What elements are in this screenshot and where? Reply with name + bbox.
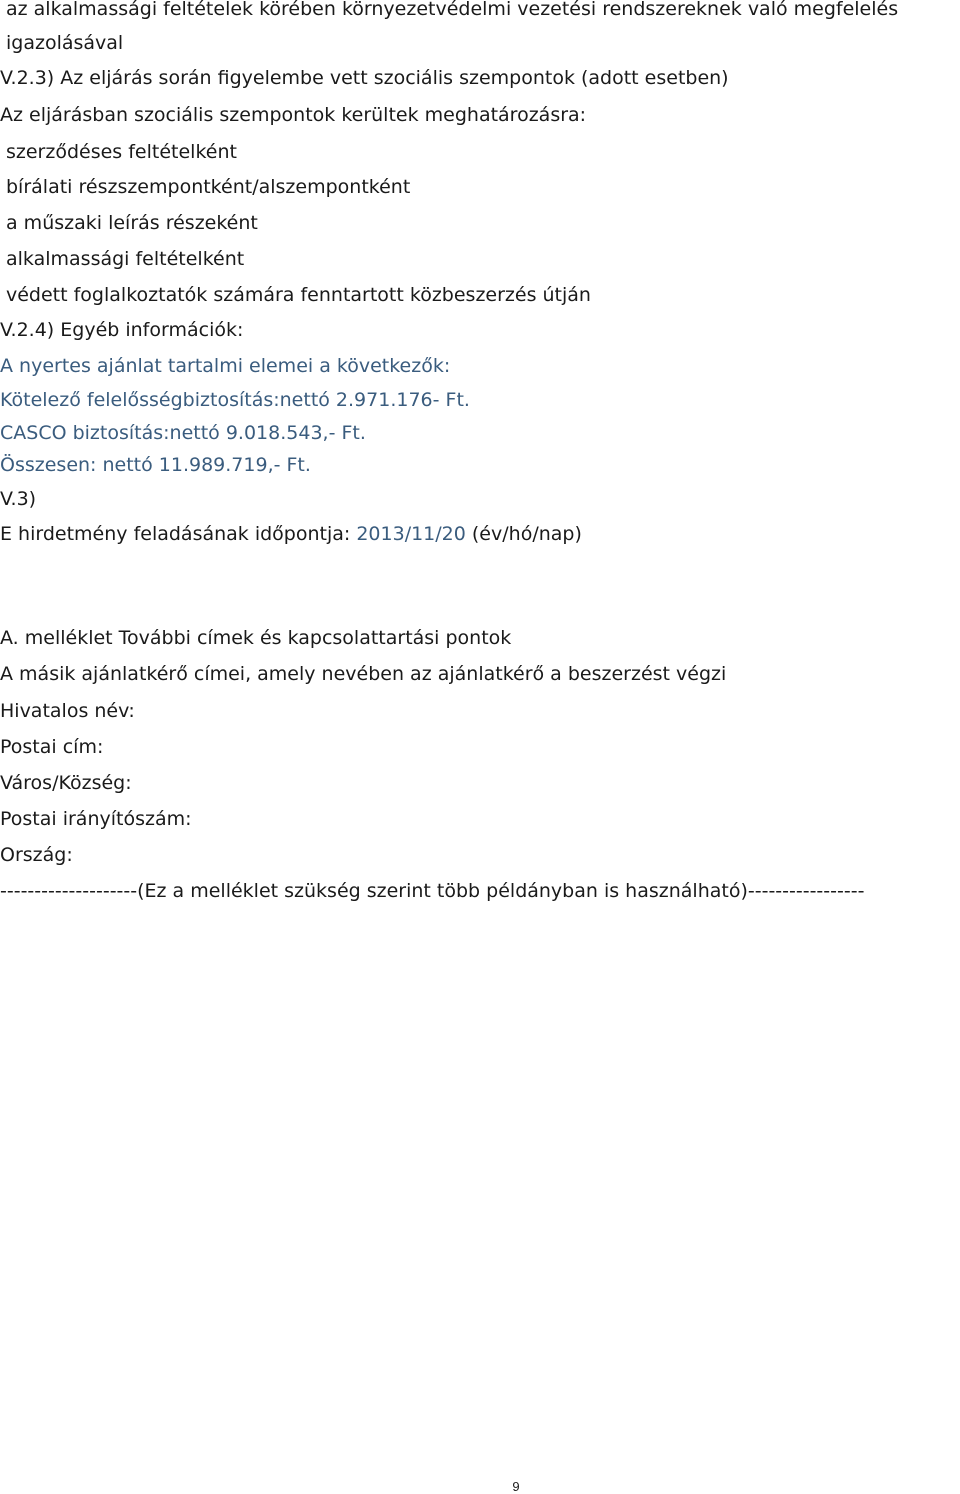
date-label: E hirdetmény feladásának időpontja: [0,523,357,545]
annex-separator: --------------------(Ez a melléklet szükség szerint több példányban is használható)----------------- [0,880,865,902]
section-heading: V.2.3) Az eljárás során figyelembe vett szociális szempontok (adott esetben) [0,67,729,89]
annex-title: A. melléklet További címek és kapcsolattartási pontok [0,627,512,649]
info-line: CASCO biztosítás:nettó 9.018.543,- Ft. [0,422,366,444]
annex-subtitle: A másik ajánlatkérő címei, amely nevében az ajánlatkérő a beszerzést végzi [0,663,727,685]
text-line: az alkalmassági feltételek körében környezetvédelmi vezetési rendszereknek való megfelelés [6,0,899,20]
info-line: A nyertes ajánlat tartalmi elemei a következők: [0,355,451,377]
text-line: Az eljárásban szociális szempontok kerültek meghatározásra: [0,104,587,126]
list-item: a műszaki leírás részeként [6,212,258,234]
list-item: védett foglalkoztatók számára fenntartott közbeszerzés útján [6,284,591,306]
text-line: igazolásával [6,32,124,54]
section-heading: V.3) [0,488,37,510]
date-format: (év/hó/nap) [465,523,582,545]
section-heading: V.2.4) Egyéb információk: [0,319,244,341]
annex-field: Postai irányítószám: [0,808,192,830]
publication-date-line [0,525,582,544]
list-item: alkalmassági feltételként [6,248,245,270]
list-item: bírálati részszempontként/alszempontként [6,176,411,198]
info-line: Kötelező felelősségbiztosítás:nettó 2.971.176- Ft. [0,389,470,411]
publication-date: 2013/11/20 [356,523,466,545]
list-item: szerződéses feltételként [6,141,237,163]
annex-field: Postai cím: [0,736,104,758]
info-line: Összesen: nettó 11.989.719,- Ft. [0,454,311,476]
annex-field: Hivatalos név: [0,700,135,722]
annex-field: Ország: [0,844,73,866]
annex-field: Város/Község: [0,772,132,794]
page-number: 9 [512,1479,520,1494]
